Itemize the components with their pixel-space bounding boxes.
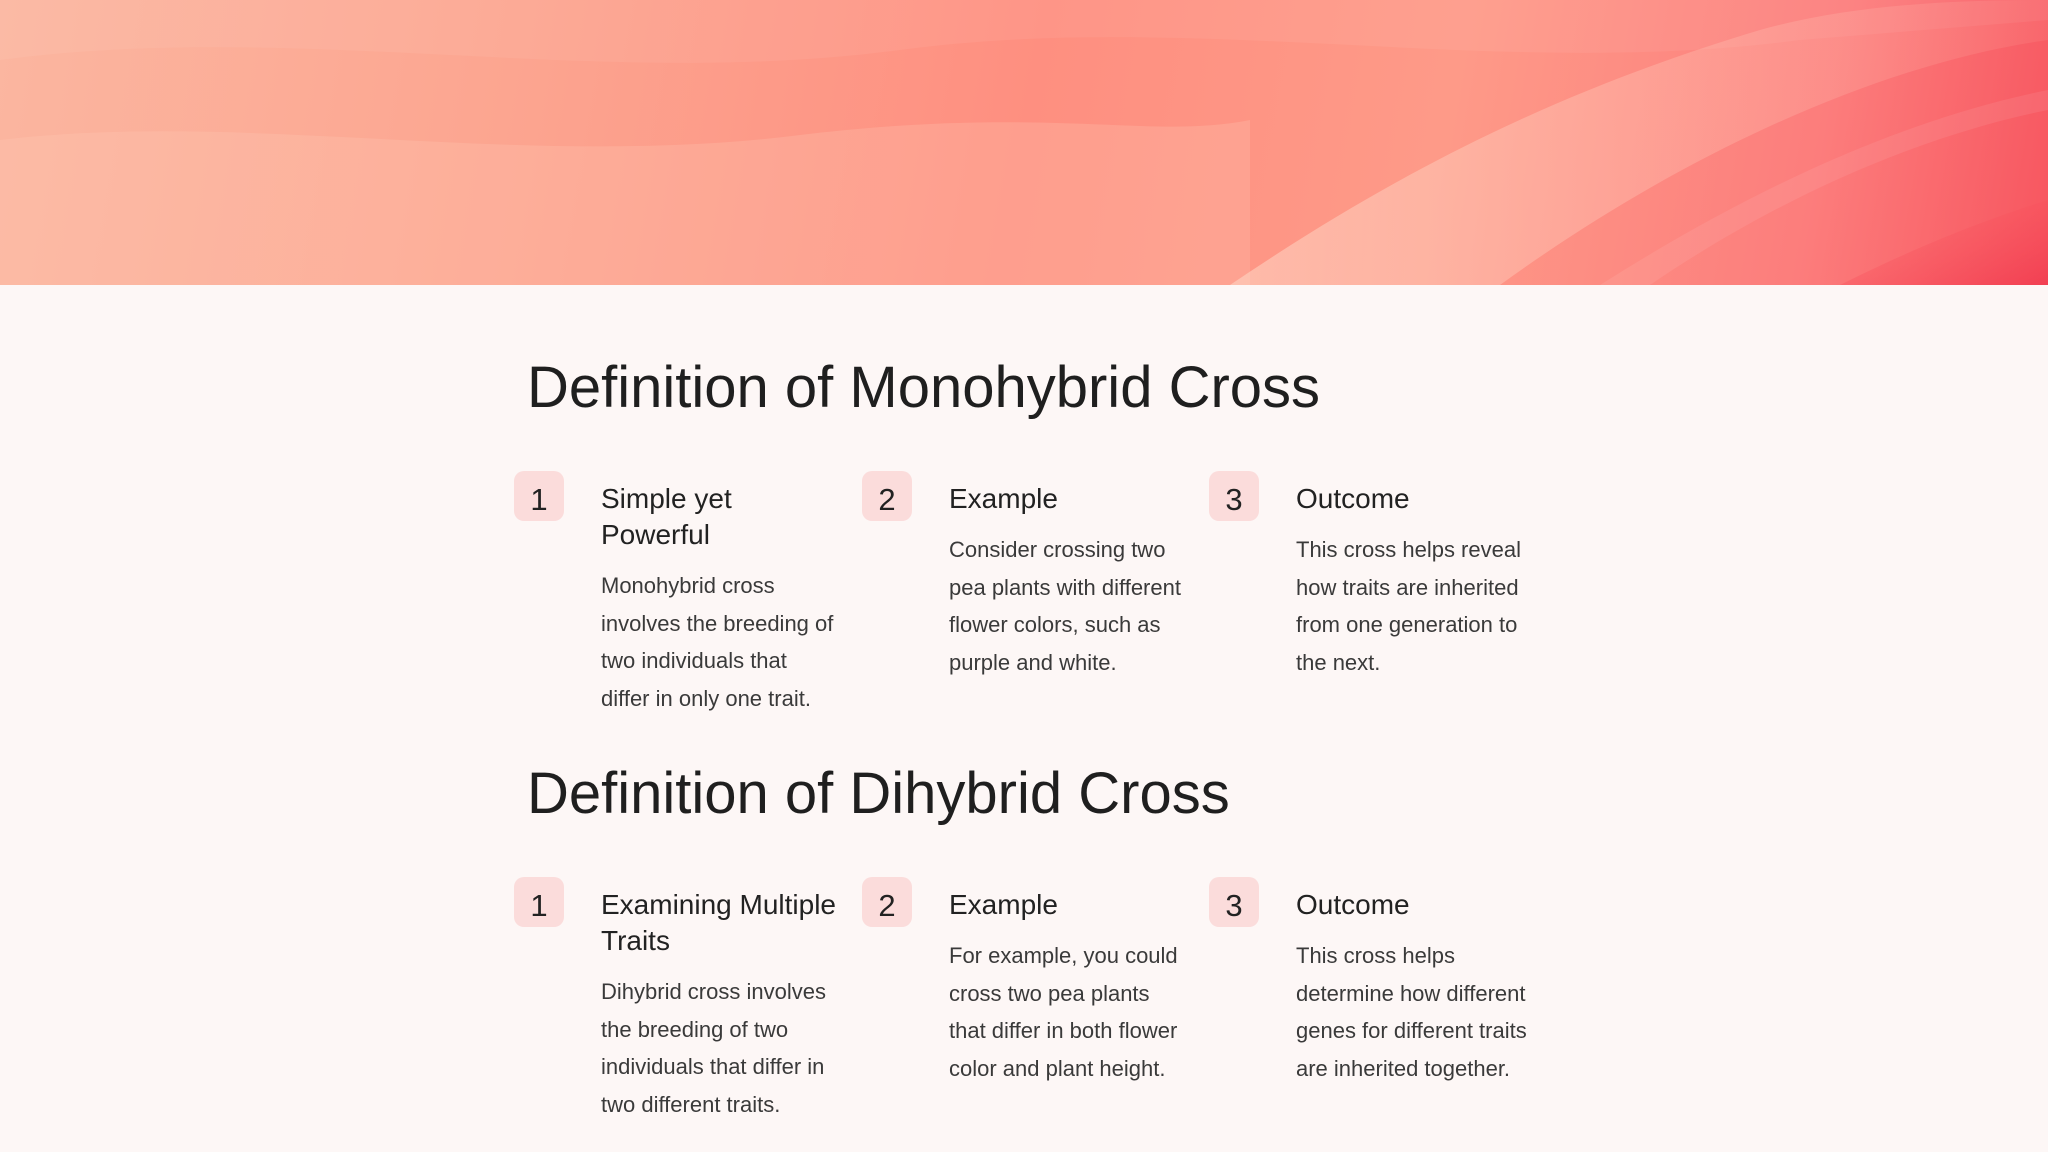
banner-waves [0,0,2048,285]
step-heading: Examining Multiple Traits [601,889,836,956]
step-heading: Example [949,483,1058,514]
step-heading: Example [949,889,1058,920]
main-content [0,285,2048,1152]
step-body: Monohybrid cross involves the breeding of two individuals that differ in only one trait. [601,573,834,711]
step-body: This cross helps reveal how traits are inherited from one generation to the next. [1296,537,1521,675]
header-banner [0,0,2048,285]
section-title-dihybrid: Definition of Dihybrid Cross [527,761,1230,826]
step-body: Dihybrid cross involves the breeding of two individuals that differ in two different traits. [601,979,826,1117]
step-number-badge: 2 [862,877,912,927]
section-title-monohybrid: Definition of Monohybrid Cross [527,355,1321,420]
step-body: Consider crossing two pea plants with different flower colors, such as purple and white. [949,537,1181,675]
step-heading: Simple yet Powerful [601,483,732,550]
step-number-badge: 2 [862,471,912,521]
step-body: This cross helps determine how different genes for different traits are inherited together. [1296,943,1527,1081]
step-number-badge: 3 [1209,877,1259,927]
step-heading: Outcome [1296,483,1410,514]
step-number-badge: 1 [514,471,564,521]
step-number-badge: 1 [514,877,564,927]
step-body: For example, you could cross two pea plants that differ in both flower color and plant height. [949,943,1178,1081]
step-heading: Outcome [1296,889,1410,920]
step-number-badge: 3 [1209,471,1259,521]
